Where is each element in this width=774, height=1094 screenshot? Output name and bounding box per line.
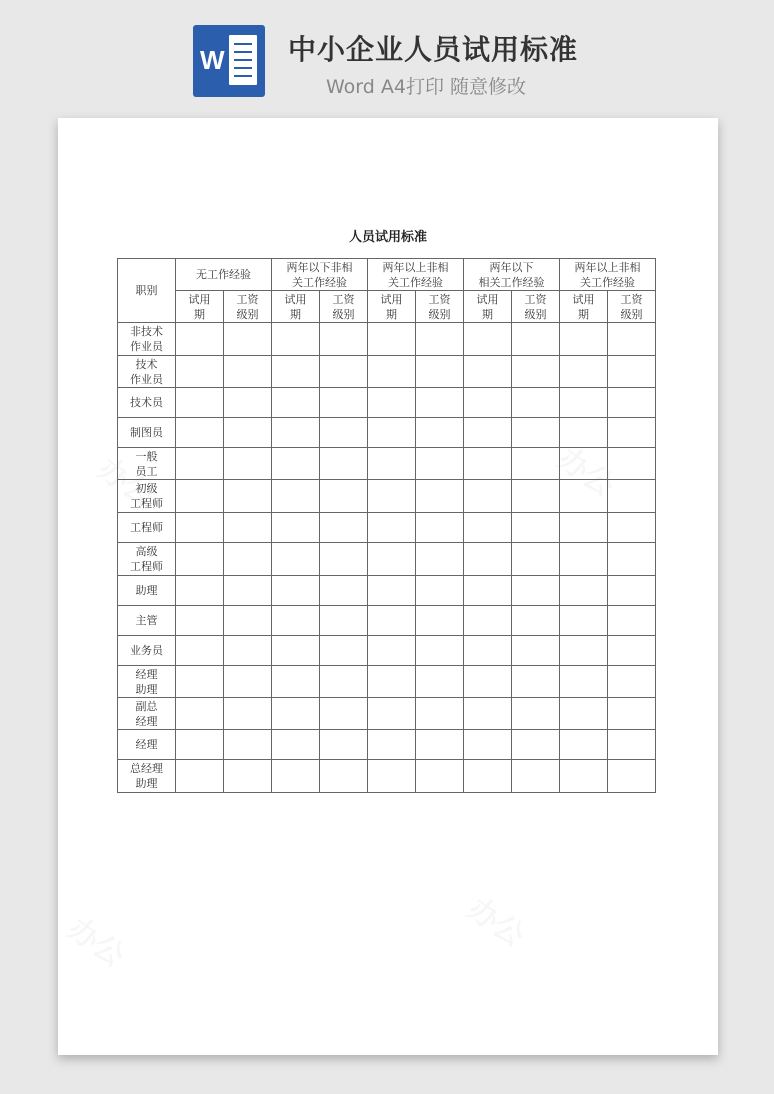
table-cell[interactable] xyxy=(176,480,224,513)
table-cell[interactable] xyxy=(320,606,368,636)
table-cell[interactable] xyxy=(320,388,368,418)
table-cell[interactable] xyxy=(464,388,512,418)
table-row xyxy=(118,636,656,666)
position-label: 助理 xyxy=(118,576,176,606)
probation-header: 试用 期 xyxy=(272,291,320,323)
table-cell[interactable] xyxy=(464,606,512,636)
table-cell[interactable] xyxy=(176,666,224,698)
table-cell[interactable] xyxy=(464,666,512,698)
table-cell[interactable] xyxy=(176,448,224,480)
table-cell[interactable] xyxy=(608,418,656,448)
table-cell[interactable] xyxy=(368,606,416,636)
word-icon xyxy=(193,25,265,97)
salary-level-header: 工资 级别 xyxy=(512,291,560,323)
table-cell[interactable] xyxy=(512,730,560,760)
salary-level-header: 工资 级别 xyxy=(608,291,656,323)
table-row xyxy=(118,760,656,793)
table-cell[interactable] xyxy=(512,666,560,698)
table-cell[interactable] xyxy=(464,760,512,793)
position-label: 初级 工程师 xyxy=(118,480,176,513)
table-cell[interactable] xyxy=(272,356,320,388)
table-cell[interactable] xyxy=(176,323,224,356)
table-cell[interactable] xyxy=(224,418,272,448)
table-cell[interactable] xyxy=(464,636,512,666)
table-cell[interactable] xyxy=(176,513,224,543)
table-cell[interactable] xyxy=(368,448,416,480)
salary-level-header: 工资 级别 xyxy=(224,291,272,323)
table-cell[interactable] xyxy=(368,730,416,760)
table-cell[interactable] xyxy=(416,480,464,513)
table-cell[interactable] xyxy=(416,636,464,666)
table-row xyxy=(118,323,656,356)
table-cell[interactable] xyxy=(176,418,224,448)
standards-table xyxy=(117,258,656,793)
table-cell[interactable] xyxy=(560,606,608,636)
document-subtitle: Word A4打印 随意修改 xyxy=(326,76,527,98)
table-cell[interactable] xyxy=(464,356,512,388)
table-cell[interactable] xyxy=(320,448,368,480)
probation-header: 试用 期 xyxy=(464,291,512,323)
table-row xyxy=(118,666,656,698)
table-cell[interactable] xyxy=(416,543,464,576)
salary-level-header: 工资 级别 xyxy=(320,291,368,323)
table-cell[interactable] xyxy=(320,418,368,448)
table-cell[interactable] xyxy=(224,448,272,480)
table-cell[interactable] xyxy=(608,698,656,730)
table-cell[interactable] xyxy=(224,636,272,666)
table-cell[interactable] xyxy=(512,698,560,730)
experience-header: 两年以下非相 关工作经验 xyxy=(272,259,368,291)
experience-header: 两年以上非相 关工作经验 xyxy=(560,259,656,291)
table-row xyxy=(118,513,656,543)
table-cell[interactable] xyxy=(320,576,368,606)
position-label: 高级 工程师 xyxy=(118,543,176,576)
table-cell[interactable] xyxy=(368,760,416,793)
table-cell[interactable] xyxy=(320,543,368,576)
table-cell[interactable] xyxy=(416,666,464,698)
subheader-row xyxy=(118,291,656,323)
table-cell[interactable] xyxy=(464,513,512,543)
table-cell[interactable] xyxy=(608,576,656,606)
position-label: 技术员 xyxy=(118,388,176,418)
position-label: 总经理 助理 xyxy=(118,760,176,793)
table-cell[interactable] xyxy=(464,323,512,356)
table-cell[interactable] xyxy=(560,418,608,448)
table-cell[interactable] xyxy=(320,730,368,760)
position-label: 一般 员工 xyxy=(118,448,176,480)
position-label: 业务员 xyxy=(118,636,176,666)
salary-level-header: 工资 级别 xyxy=(416,291,464,323)
table-cell[interactable] xyxy=(272,418,320,448)
table-cell[interactable] xyxy=(224,543,272,576)
table-cell[interactable] xyxy=(368,666,416,698)
table-cell[interactable] xyxy=(560,323,608,356)
position-label: 经理 助理 xyxy=(118,666,176,698)
preview-header xyxy=(0,0,774,118)
table-cell[interactable] xyxy=(272,760,320,793)
table-cell[interactable] xyxy=(368,418,416,448)
table-cell[interactable] xyxy=(176,576,224,606)
table-cell[interactable] xyxy=(272,576,320,606)
table-cell[interactable] xyxy=(464,418,512,448)
probation-header: 试用 期 xyxy=(560,291,608,323)
table-cell[interactable] xyxy=(176,636,224,666)
table-cell[interactable] xyxy=(560,448,608,480)
table-cell[interactable] xyxy=(560,480,608,513)
table-cell[interactable] xyxy=(464,480,512,513)
table-cell[interactable] xyxy=(176,698,224,730)
table-cell[interactable] xyxy=(416,388,464,418)
table-cell[interactable] xyxy=(224,388,272,418)
table-cell[interactable] xyxy=(272,323,320,356)
probation-header: 试用 期 xyxy=(176,291,224,323)
table-cell[interactable] xyxy=(512,543,560,576)
table-row xyxy=(118,418,656,448)
table-cell[interactable] xyxy=(272,606,320,636)
table-cell[interactable] xyxy=(560,356,608,388)
table-cell[interactable] xyxy=(176,606,224,636)
table-cell[interactable] xyxy=(224,730,272,760)
table-cell[interactable] xyxy=(272,543,320,576)
table-cell[interactable] xyxy=(512,606,560,636)
table-cell[interactable] xyxy=(368,576,416,606)
table-row xyxy=(118,543,656,576)
table-cell[interactable] xyxy=(224,356,272,388)
table-cell[interactable] xyxy=(608,388,656,418)
table-cell[interactable] xyxy=(224,666,272,698)
table-cell[interactable] xyxy=(464,698,512,730)
table-cell[interactable] xyxy=(464,448,512,480)
table-row xyxy=(118,356,656,388)
table-cell[interactable] xyxy=(368,388,416,418)
table-cell[interactable] xyxy=(272,480,320,513)
table-cell[interactable] xyxy=(224,323,272,356)
document-lines xyxy=(229,35,257,85)
table-cell[interactable] xyxy=(416,576,464,606)
table-cell[interactable] xyxy=(320,513,368,543)
table-cell[interactable] xyxy=(416,606,464,636)
table-cell[interactable] xyxy=(608,666,656,698)
table-cell[interactable] xyxy=(176,543,224,576)
table-cell[interactable] xyxy=(320,666,368,698)
table-cell[interactable] xyxy=(224,480,272,513)
table-cell[interactable] xyxy=(224,513,272,543)
table-cell[interactable] xyxy=(368,323,416,356)
table-cell[interactable] xyxy=(464,543,512,576)
table-cell[interactable] xyxy=(560,666,608,698)
position-label: 工程师 xyxy=(118,513,176,543)
table-cell[interactable] xyxy=(608,480,656,513)
table-cell[interactable] xyxy=(512,760,560,793)
watermark xyxy=(61,905,135,975)
position-label: 制图员 xyxy=(118,418,176,448)
table-cell[interactable] xyxy=(608,448,656,480)
table-cell[interactable] xyxy=(224,760,272,793)
watermark xyxy=(461,885,535,955)
table-cell[interactable] xyxy=(272,698,320,730)
table-cell[interactable] xyxy=(416,323,464,356)
table-cell[interactable] xyxy=(368,356,416,388)
table-row xyxy=(118,388,656,418)
table-cell[interactable] xyxy=(560,636,608,666)
table-cell[interactable] xyxy=(512,480,560,513)
table-cell[interactable] xyxy=(320,356,368,388)
table-cell[interactable] xyxy=(272,448,320,480)
table-row xyxy=(118,480,656,513)
probation-header: 试用 期 xyxy=(368,291,416,323)
position-label: 技术 作业员 xyxy=(118,356,176,388)
table-cell[interactable] xyxy=(320,480,368,513)
table-cell[interactable] xyxy=(368,636,416,666)
table-cell[interactable] xyxy=(512,513,560,543)
table-row xyxy=(118,606,656,636)
table-title: 人员试用标准 xyxy=(348,230,427,245)
table-cell[interactable] xyxy=(464,576,512,606)
experience-header: 两年以下 相关工作经验 xyxy=(464,259,560,291)
table-cell[interactable] xyxy=(512,323,560,356)
table-cell[interactable] xyxy=(368,480,416,513)
table-row xyxy=(118,698,656,730)
table-cell[interactable] xyxy=(368,543,416,576)
experience-header: 两年以上非相 关工作经验 xyxy=(368,259,464,291)
table-cell[interactable] xyxy=(416,356,464,388)
table-cell[interactable] xyxy=(560,730,608,760)
position-header-cell: 职别 xyxy=(118,259,176,323)
position-label: 非技术 作业员 xyxy=(118,323,176,356)
table-cell[interactable] xyxy=(368,698,416,730)
position-label: 副总 经理 xyxy=(118,698,176,730)
table-cell[interactable] xyxy=(416,448,464,480)
table-row xyxy=(118,730,656,760)
table-cell[interactable] xyxy=(560,513,608,543)
table-cell[interactable] xyxy=(512,388,560,418)
table-row xyxy=(118,576,656,606)
document-page xyxy=(58,118,718,1055)
table-cell[interactable] xyxy=(320,760,368,793)
table-cell[interactable] xyxy=(608,730,656,760)
table-cell[interactable] xyxy=(320,698,368,730)
table-cell[interactable] xyxy=(608,356,656,388)
table-cell[interactable] xyxy=(416,760,464,793)
table-cell[interactable] xyxy=(464,730,512,760)
table-cell[interactable] xyxy=(368,513,416,543)
table-cell[interactable] xyxy=(512,356,560,388)
table-cell[interactable] xyxy=(176,356,224,388)
table-cell[interactable] xyxy=(272,730,320,760)
table-cell[interactable] xyxy=(608,323,656,356)
table-cell[interactable] xyxy=(416,513,464,543)
table-cell[interactable] xyxy=(272,513,320,543)
table-cell[interactable] xyxy=(608,606,656,636)
table-row xyxy=(118,448,656,480)
table-cell[interactable] xyxy=(272,666,320,698)
table-cell[interactable] xyxy=(176,760,224,793)
table-cell[interactable] xyxy=(224,698,272,730)
table-cell[interactable] xyxy=(608,636,656,666)
table-cell[interactable] xyxy=(560,760,608,793)
table-cell[interactable] xyxy=(608,760,656,793)
table-cell[interactable] xyxy=(512,636,560,666)
table-cell[interactable] xyxy=(272,388,320,418)
position-label: 经理 xyxy=(118,730,176,760)
position-label: 主管 xyxy=(118,606,176,636)
table-cell[interactable] xyxy=(512,576,560,606)
table-cell[interactable] xyxy=(416,698,464,730)
table-cell[interactable] xyxy=(224,606,272,636)
table-cell[interactable] xyxy=(512,418,560,448)
table-cell[interactable] xyxy=(224,576,272,606)
table-cell[interactable] xyxy=(176,388,224,418)
table-cell[interactable] xyxy=(560,576,608,606)
table-cell[interactable] xyxy=(608,513,656,543)
word-icon-letter: W xyxy=(200,45,225,75)
table-cell[interactable] xyxy=(512,448,560,480)
table-cell[interactable] xyxy=(416,730,464,760)
table-cell[interactable] xyxy=(560,543,608,576)
table-cell[interactable] xyxy=(560,698,608,730)
table-cell[interactable] xyxy=(176,730,224,760)
table-cell[interactable] xyxy=(608,543,656,576)
document-title: 中小企业人员试用标准 xyxy=(288,33,579,66)
table-cell[interactable] xyxy=(416,418,464,448)
table-cell[interactable] xyxy=(560,388,608,418)
table-cell[interactable] xyxy=(320,323,368,356)
experience-header: 无工作经验 xyxy=(176,259,272,291)
table-cell[interactable] xyxy=(320,636,368,666)
table-cell[interactable] xyxy=(272,636,320,666)
header-row xyxy=(118,259,656,291)
